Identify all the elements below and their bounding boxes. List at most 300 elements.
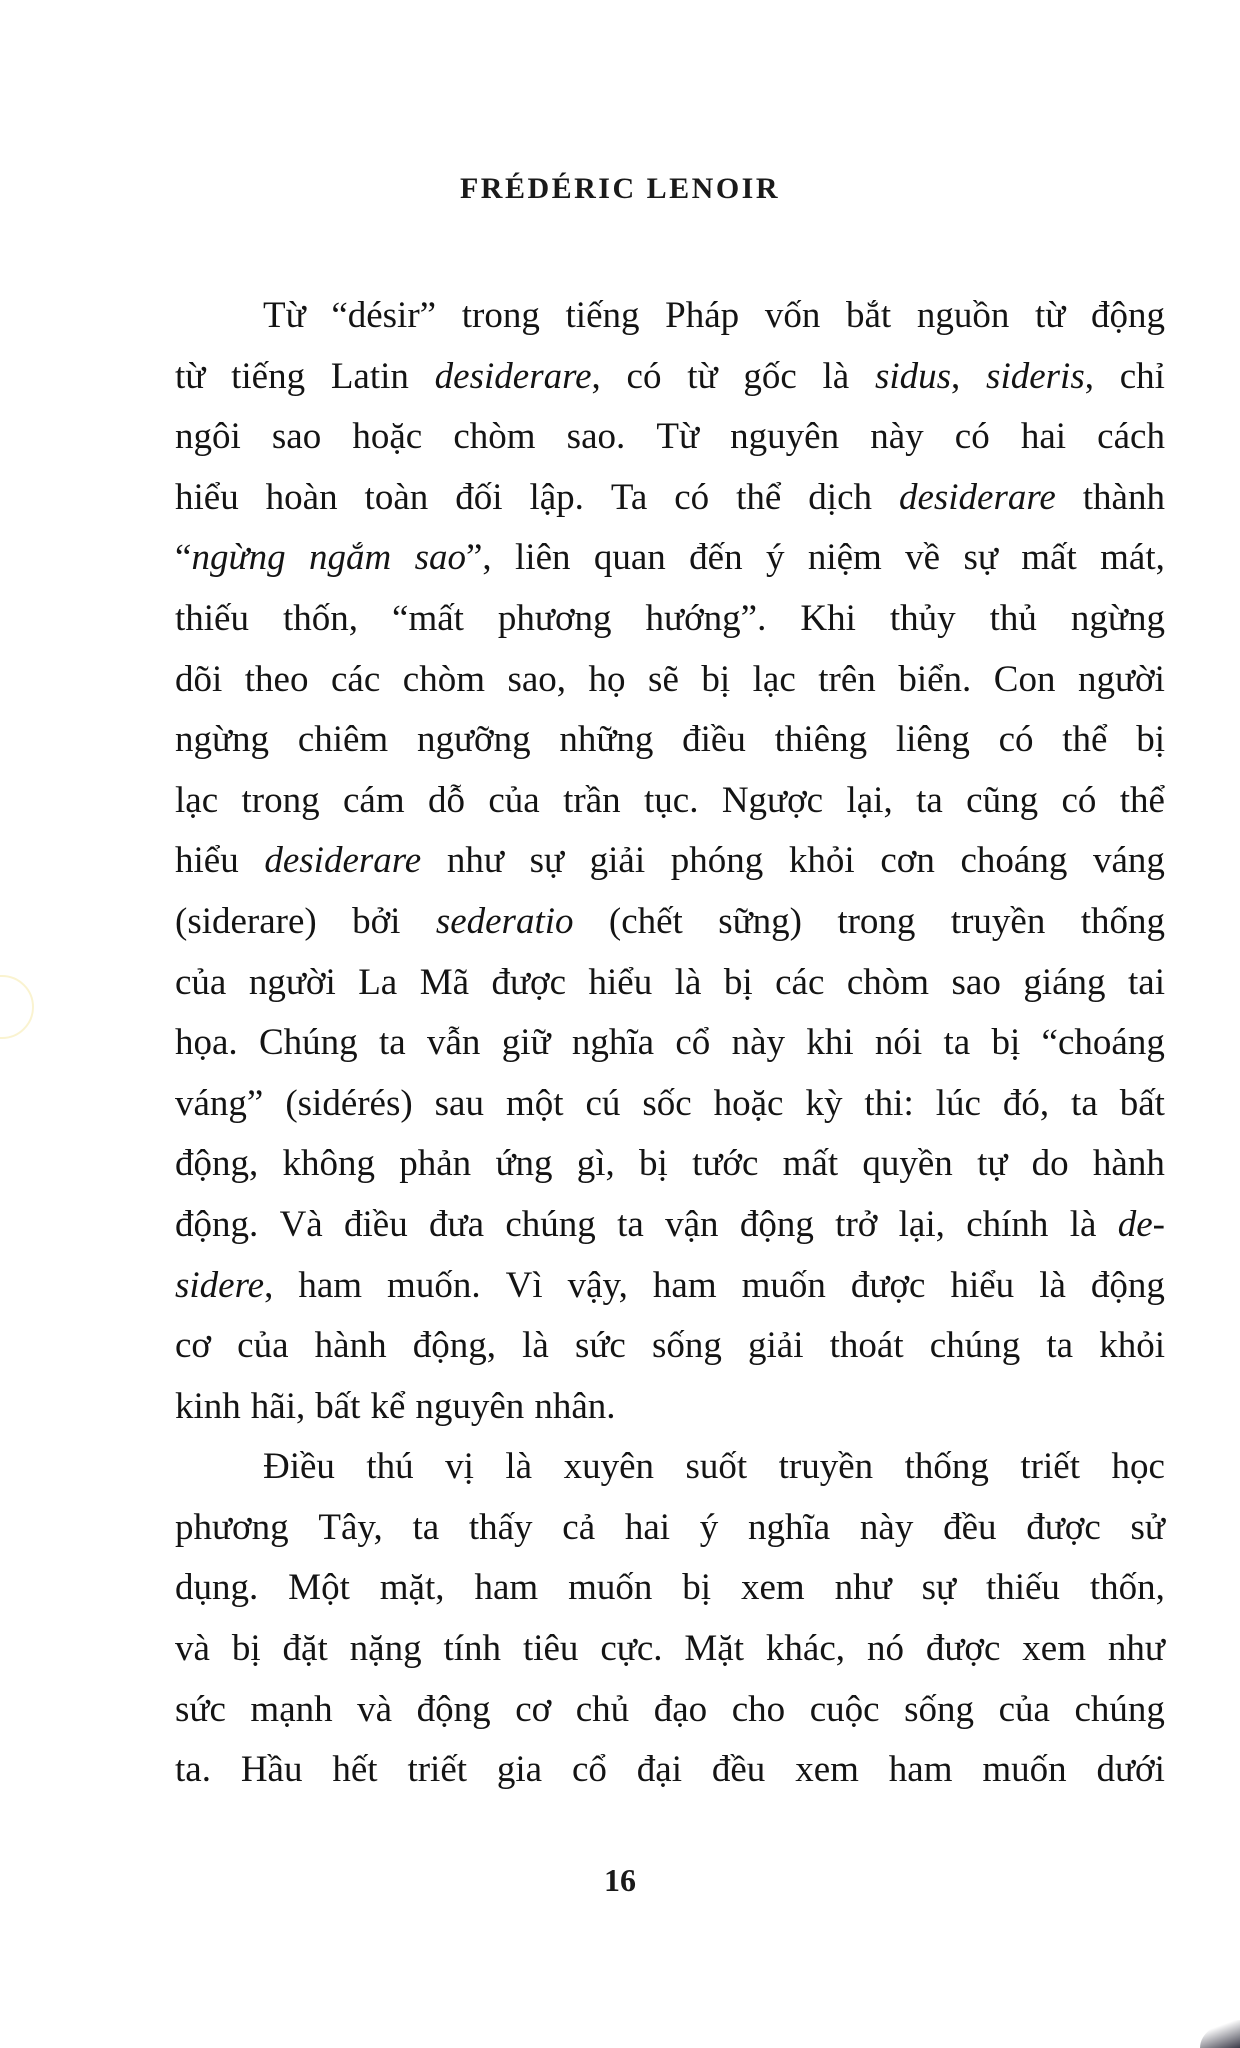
word: của [998, 1688, 1050, 1730]
word: hai [1020, 416, 1067, 458]
word: của [237, 1325, 289, 1367]
word: bị [639, 1143, 668, 1185]
text-line [175, 1498, 1165, 1559]
text-line [175, 1256, 1165, 1317]
body-text [175, 286, 1165, 1801]
word: sao. [566, 416, 626, 458]
word: bị [1136, 719, 1165, 761]
word: dưới [1096, 1749, 1165, 1791]
word: giải [589, 840, 646, 882]
word: Vì [505, 1264, 543, 1306]
word: desiderare [264, 840, 422, 882]
word: chúng [505, 1203, 596, 1245]
word: tục. [644, 779, 699, 821]
word: là [522, 1325, 549, 1367]
word: ngưỡng [416, 719, 531, 761]
word: mất [782, 1143, 839, 1185]
word: chòm [453, 416, 536, 458]
word: hành [1092, 1143, 1165, 1185]
word: Khi [800, 597, 856, 639]
word: toàn [364, 476, 429, 518]
word: thể [1062, 719, 1108, 761]
word: động, [412, 1325, 496, 1367]
word: bất [1119, 1082, 1165, 1124]
word: ta [1046, 1325, 1074, 1367]
word: bị [231, 1628, 261, 1670]
word: động. [175, 1203, 259, 1245]
word: (sidérés) [285, 1082, 413, 1124]
word: của [175, 961, 227, 1003]
word: về [905, 537, 941, 579]
word: Từ [263, 295, 306, 336]
word: thủy [889, 597, 956, 639]
word: “mất [392, 597, 464, 639]
word: dịch [808, 476, 872, 518]
word: như [834, 1567, 892, 1609]
word: ta [1071, 1082, 1098, 1124]
word: bị [723, 961, 753, 1003]
word: thống [1080, 900, 1165, 942]
word: sẽ [648, 658, 679, 700]
word: ngôi [175, 416, 241, 458]
word: hoặc [352, 416, 423, 458]
word: hướng”. [645, 597, 767, 639]
word: giữ [501, 1022, 551, 1064]
running-head-author: FRÉDÉRIC LENOIR [459, 172, 781, 205]
paragraph [175, 286, 1165, 1437]
word: và [357, 1688, 393, 1730]
page-number: 16 [604, 1862, 636, 1898]
word: ham [652, 1264, 717, 1306]
word: “désir” [331, 295, 437, 336]
word: xem [740, 1567, 805, 1609]
word: “choáng [1041, 1022, 1165, 1064]
word: thú [366, 1446, 414, 1488]
word: trên [818, 658, 876, 700]
word: kỳ [805, 1082, 843, 1124]
word: hãi, [250, 1385, 306, 1427]
word: đưa [429, 1203, 485, 1245]
word: từ [1034, 295, 1066, 336]
word: học [1111, 1446, 1165, 1488]
word: trong [241, 779, 320, 821]
word: “ngừng [175, 537, 286, 579]
word: sao [951, 961, 1001, 1003]
word: xem [795, 1749, 859, 1791]
word: sederatio [435, 900, 574, 942]
word: bị [682, 1567, 712, 1609]
word: desiderare [898, 476, 1056, 518]
word: ta. [175, 1749, 211, 1791]
word: biển. [898, 658, 972, 700]
word: nghĩa [748, 1506, 831, 1548]
word: điều [682, 719, 746, 761]
text-line [175, 589, 1165, 650]
word: thoát [829, 1325, 904, 1367]
text-line [175, 1619, 1165, 1680]
word: vận [665, 1203, 719, 1245]
word: ý [699, 1506, 719, 1548]
word: sideris, [986, 355, 1094, 397]
word: đại [636, 1749, 682, 1791]
word: Hầu [240, 1749, 303, 1791]
word: kinh [175, 1385, 241, 1427]
word: tự [977, 1143, 1008, 1185]
text-line [175, 650, 1165, 711]
word: choáng [960, 840, 1068, 882]
word: (siderare) [175, 900, 317, 942]
word: sự [529, 840, 565, 882]
word: sau [434, 1082, 484, 1124]
word: hiểu [588, 961, 653, 1003]
word: dụng. [175, 1567, 259, 1609]
word: ta [617, 1203, 644, 1245]
word: họ [588, 658, 626, 700]
word: trong [461, 295, 540, 336]
word: chúng [929, 1325, 1021, 1367]
word: ngắm [308, 537, 392, 579]
word: gốc [743, 355, 797, 397]
word: hoàn [265, 476, 338, 518]
word: động [1090, 1264, 1165, 1306]
word: các [330, 658, 381, 700]
word: thiếu [985, 1567, 1060, 1609]
word: cơn [880, 840, 935, 882]
word: một [505, 1082, 564, 1124]
text-line [175, 1558, 1165, 1619]
word: thống [904, 1446, 989, 1488]
word: động [1090, 295, 1165, 336]
word: triết [1020, 1446, 1080, 1488]
word: vẫn [426, 1022, 481, 1064]
word: trần [563, 779, 621, 821]
word: nhân. [534, 1385, 616, 1427]
word: của [488, 779, 540, 821]
word: do [1031, 1143, 1069, 1185]
word: sao, [507, 658, 567, 700]
word: động [416, 1688, 491, 1730]
text-line [175, 953, 1165, 1014]
word: váng” [175, 1082, 264, 1124]
word: đặt [282, 1628, 328, 1670]
word: nói [874, 1022, 923, 1064]
word: cả [562, 1506, 596, 1548]
word: thể [1119, 779, 1165, 821]
word: từ [175, 355, 206, 397]
word: sidus, [874, 355, 961, 397]
word: vốn [764, 295, 821, 336]
word: liêng [895, 719, 970, 761]
word: cơ [175, 1325, 211, 1367]
word: này [731, 1022, 786, 1064]
word: phương [175, 1506, 289, 1548]
word: ý [765, 537, 785, 579]
word: cực. [600, 1628, 663, 1670]
word: de- [1117, 1203, 1165, 1245]
word: mát, [1100, 537, 1165, 579]
word: (chết [608, 900, 683, 942]
word: nặng [349, 1628, 422, 1670]
word: thiếu [175, 597, 249, 639]
word: được [491, 961, 567, 1003]
word: này [870, 416, 924, 458]
word: lại, [898, 1203, 945, 1245]
word: có [954, 416, 990, 458]
word: giáng [1023, 961, 1106, 1003]
word: cách [1097, 416, 1165, 458]
word: trong [837, 900, 916, 942]
text-line [175, 286, 1165, 347]
word: chòm [402, 658, 485, 700]
text-line [175, 771, 1165, 832]
word: thấy [468, 1506, 533, 1548]
word: dõi [175, 658, 223, 700]
word: sống [904, 1688, 975, 1730]
word: lúc [935, 1082, 981, 1124]
word: ta [916, 779, 943, 821]
word: truyền [950, 900, 1046, 942]
word: sự [921, 1567, 957, 1609]
word: Con [993, 658, 1056, 700]
word: lại, [846, 779, 893, 821]
word: gia [496, 1749, 543, 1791]
word: thủ [989, 597, 1037, 639]
word: hiểu [175, 840, 239, 882]
word: cú [585, 1082, 621, 1124]
word: chòm [846, 961, 930, 1003]
word: ham [888, 1749, 953, 1791]
word: chúng [1074, 1688, 1165, 1730]
word: nguyên [415, 1385, 525, 1427]
word: Pháp [665, 295, 740, 336]
word: desiderare, [434, 355, 601, 397]
word: Latin [330, 355, 409, 397]
word: có [1061, 779, 1097, 821]
word: cũng [966, 779, 1039, 821]
word: chỉ [1119, 355, 1165, 397]
text-line [175, 1074, 1165, 1135]
word: cơ [515, 1688, 552, 1730]
text-line [175, 831, 1165, 892]
word: mạnh [250, 1688, 333, 1730]
word: Ta [610, 476, 648, 518]
text-line [175, 1134, 1165, 1195]
word: có [998, 719, 1034, 761]
word: Từ [656, 416, 700, 458]
word: hiểu [950, 1264, 1015, 1306]
word: trở [835, 1203, 878, 1245]
word: giải [748, 1325, 804, 1367]
word: được [1026, 1506, 1101, 1548]
word: triết [407, 1749, 468, 1791]
word: khỏi [788, 840, 855, 882]
word: bị [991, 1022, 1021, 1064]
word: Và [279, 1203, 323, 1245]
word: mất [1021, 537, 1077, 579]
word: như [1107, 1628, 1165, 1670]
word: không [282, 1143, 375, 1185]
word: người [248, 961, 336, 1003]
text-line [175, 347, 1165, 408]
word: ham [474, 1567, 539, 1609]
text-line [175, 1013, 1165, 1074]
text-line [175, 1316, 1165, 1377]
word: xem [1022, 1628, 1086, 1670]
word: khi [806, 1022, 854, 1064]
word: điều [344, 1203, 408, 1245]
word: Một [288, 1567, 350, 1609]
word: sức [574, 1325, 626, 1367]
word: được [850, 1264, 926, 1306]
word: ta [943, 1022, 971, 1064]
word: ứng [495, 1143, 553, 1185]
word: động [739, 1203, 814, 1245]
word: ngừng [175, 719, 270, 761]
word: suốt [685, 1446, 748, 1488]
word: khỏi [1099, 1325, 1165, 1367]
word: bởi [352, 900, 401, 942]
word: tiêu [522, 1628, 579, 1670]
word: lạc [752, 658, 796, 700]
word: Ngược [721, 779, 824, 821]
word: hành [314, 1325, 387, 1367]
word: gì, [576, 1143, 615, 1185]
word: cám [342, 779, 405, 821]
word: nguồn [916, 295, 1010, 336]
text-line [175, 1437, 1165, 1498]
word: thốn, [282, 597, 359, 639]
word: có [626, 355, 662, 397]
word: tiếng [565, 295, 640, 336]
text-line [175, 528, 1165, 589]
word: niệm [807, 537, 882, 579]
word: dỗ [427, 779, 465, 821]
word: nguyên [730, 416, 840, 458]
word: thốn, [1089, 1567, 1165, 1609]
text-line [175, 710, 1165, 771]
word: như [446, 840, 504, 882]
word: từ [687, 355, 718, 397]
word: là [1069, 1203, 1097, 1245]
word: La [358, 961, 398, 1003]
word: sốc [642, 1082, 692, 1124]
word: là [1039, 1264, 1066, 1306]
word: xuyên [563, 1446, 655, 1488]
word: hoặc [713, 1082, 784, 1124]
word: là [674, 961, 702, 1003]
word: là [505, 1446, 533, 1488]
word: muốn. [387, 1264, 481, 1306]
text-line [175, 407, 1165, 468]
word: chính [966, 1203, 1049, 1245]
word: những [559, 719, 654, 761]
word: muốn [568, 1567, 653, 1609]
word: bị [701, 658, 731, 700]
word: này [859, 1506, 914, 1548]
word: động, [175, 1143, 259, 1185]
word: truyền [778, 1446, 874, 1488]
word: phản [399, 1143, 472, 1185]
word: cuộc [809, 1688, 880, 1730]
word: cho [731, 1688, 786, 1730]
word: đạo [653, 1688, 708, 1730]
word: tiếng [231, 355, 306, 397]
word: sidere, [175, 1264, 274, 1306]
text-line [175, 1680, 1165, 1741]
word: họa. [175, 1022, 238, 1064]
word: Điều [263, 1446, 335, 1488]
word: hai [624, 1506, 671, 1548]
word: bắt [845, 295, 892, 336]
word: hiểu [175, 476, 239, 518]
text-line [175, 892, 1165, 953]
word: ngừng [1070, 597, 1165, 639]
word: hết [332, 1749, 378, 1791]
word: được [925, 1628, 1001, 1670]
word: Mã [419, 961, 470, 1003]
bleed-through-mark [0, 975, 34, 1039]
word: sự [963, 537, 998, 579]
word: phóng [670, 840, 764, 882]
word: nó [866, 1628, 904, 1670]
word: là [822, 355, 850, 397]
page-corner-shadow [1200, 2020, 1240, 2048]
word: tước [692, 1143, 759, 1185]
word: người [1077, 658, 1165, 700]
word: quan [593, 537, 666, 579]
word: quyền [862, 1143, 953, 1185]
word: Chúng [258, 1022, 358, 1064]
word: thi: [864, 1082, 914, 1124]
word: sững) [718, 900, 802, 942]
word: bất [315, 1385, 361, 1427]
word: chủ [575, 1688, 630, 1730]
word: thể [736, 476, 782, 518]
word: Tây, [318, 1506, 383, 1548]
word: váng [1092, 840, 1165, 882]
word: đều [943, 1506, 997, 1548]
word: sống [651, 1325, 722, 1367]
word: cổ [571, 1749, 607, 1791]
word: thiêng [774, 719, 868, 761]
paragraph [175, 1437, 1165, 1801]
word: kể [370, 1385, 406, 1427]
word: lập. [529, 476, 584, 518]
word: vậy, [567, 1264, 628, 1306]
word: sử [1130, 1506, 1165, 1548]
word: tính [443, 1628, 502, 1670]
word: vị [445, 1446, 474, 1488]
word: ham [298, 1264, 363, 1306]
word: và [175, 1628, 210, 1670]
word: đó, [1002, 1082, 1050, 1124]
word: phương [497, 597, 612, 639]
word: ta [412, 1506, 440, 1548]
word: nghĩa [571, 1022, 655, 1064]
word: đều [711, 1749, 766, 1791]
word: các [775, 961, 825, 1003]
word: chiêm [297, 719, 389, 761]
text-line [175, 1740, 1165, 1801]
word: sao”, [414, 537, 492, 579]
text-line [175, 1195, 1165, 1256]
word: theo [244, 658, 309, 700]
text-line [175, 1377, 1165, 1438]
text-line [175, 468, 1165, 529]
word: thành [1082, 476, 1165, 518]
word: liên [515, 537, 571, 579]
word: sao [271, 416, 322, 458]
